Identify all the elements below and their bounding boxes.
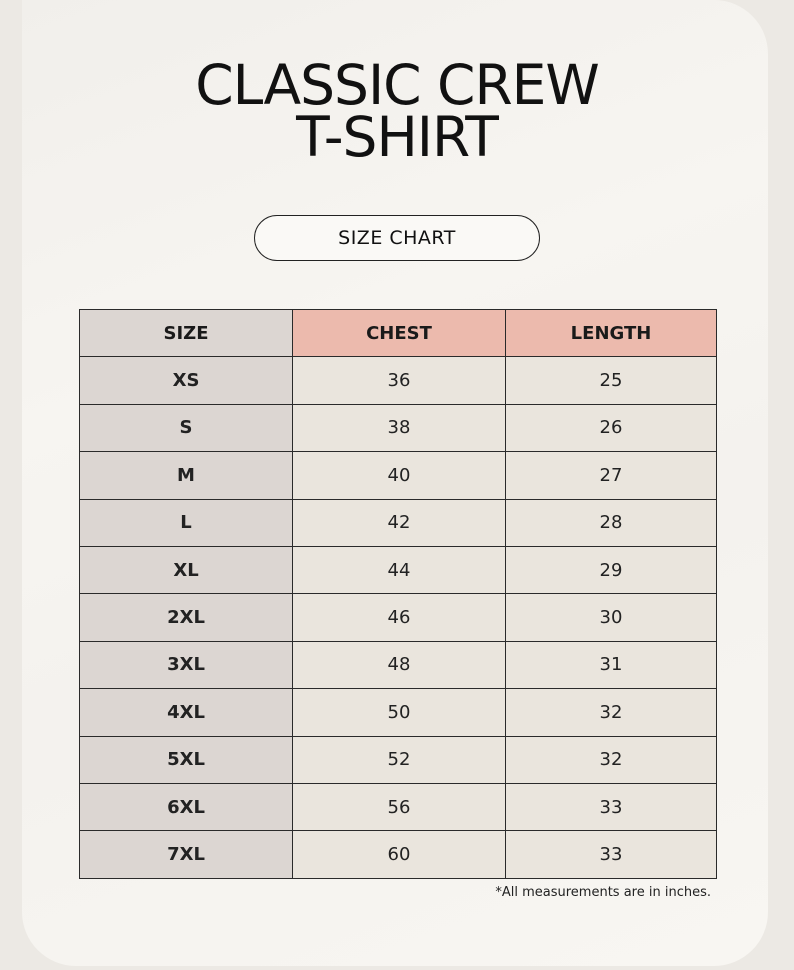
length-cell: 27 (506, 452, 717, 499)
page-title-line1: CLASSIC CREW (195, 53, 599, 117)
chest-cell: 48 (293, 641, 506, 688)
size-chart-pill (254, 215, 540, 261)
table-row (80, 357, 717, 404)
table-row (80, 831, 717, 878)
size-cell: XS (80, 357, 293, 404)
size-cell: 7XL (80, 831, 293, 878)
chest-cell: 42 (293, 499, 506, 546)
chest-cell: 50 (293, 689, 506, 736)
size-chart-pill-label: SIZE CHART (338, 227, 456, 249)
length-cell: 33 (506, 831, 717, 878)
length-cell: 29 (506, 546, 717, 593)
size-cell: S (80, 404, 293, 451)
length-cell: 26 (506, 404, 717, 451)
size-cell: M (80, 452, 293, 499)
length-cell: 32 (506, 689, 717, 736)
chest-cell: 52 (293, 736, 506, 783)
header-size: SIZE (80, 310, 293, 357)
length-cell: 33 (506, 783, 717, 830)
measurement-footnote: *All measurements are in inches. (495, 885, 711, 900)
chest-cell: 60 (293, 831, 506, 878)
size-cell: 5XL (80, 736, 293, 783)
header-chest: CHEST (293, 310, 506, 357)
size-cell: 4XL (80, 689, 293, 736)
size-cell: L (80, 499, 293, 546)
chest-cell: 36 (293, 357, 506, 404)
table-row (80, 736, 717, 783)
size-cell: XL (80, 546, 293, 593)
chest-cell: 56 (293, 783, 506, 830)
table-row (80, 783, 717, 830)
size-cell: 2XL (80, 594, 293, 641)
size-chart-table (79, 309, 717, 879)
table-row (80, 404, 717, 451)
chest-cell: 44 (293, 546, 506, 593)
table-row (80, 452, 717, 499)
size-cell: 3XL (80, 641, 293, 688)
chest-cell: 46 (293, 594, 506, 641)
length-cell: 25 (506, 357, 717, 404)
length-cell: 31 (506, 641, 717, 688)
length-cell: 30 (506, 594, 717, 641)
page-title-line2: T-SHIRT (296, 105, 498, 169)
header-length: LENGTH (506, 310, 717, 357)
table-row (80, 546, 717, 593)
table-row (80, 641, 717, 688)
table-row (80, 499, 717, 546)
chest-cell: 40 (293, 452, 506, 499)
length-cell: 28 (506, 499, 717, 546)
table-header-row (80, 310, 717, 357)
chest-cell: 38 (293, 404, 506, 451)
table-row (80, 689, 717, 736)
length-cell: 32 (506, 736, 717, 783)
size-cell: 6XL (80, 783, 293, 830)
table-row (80, 594, 717, 641)
